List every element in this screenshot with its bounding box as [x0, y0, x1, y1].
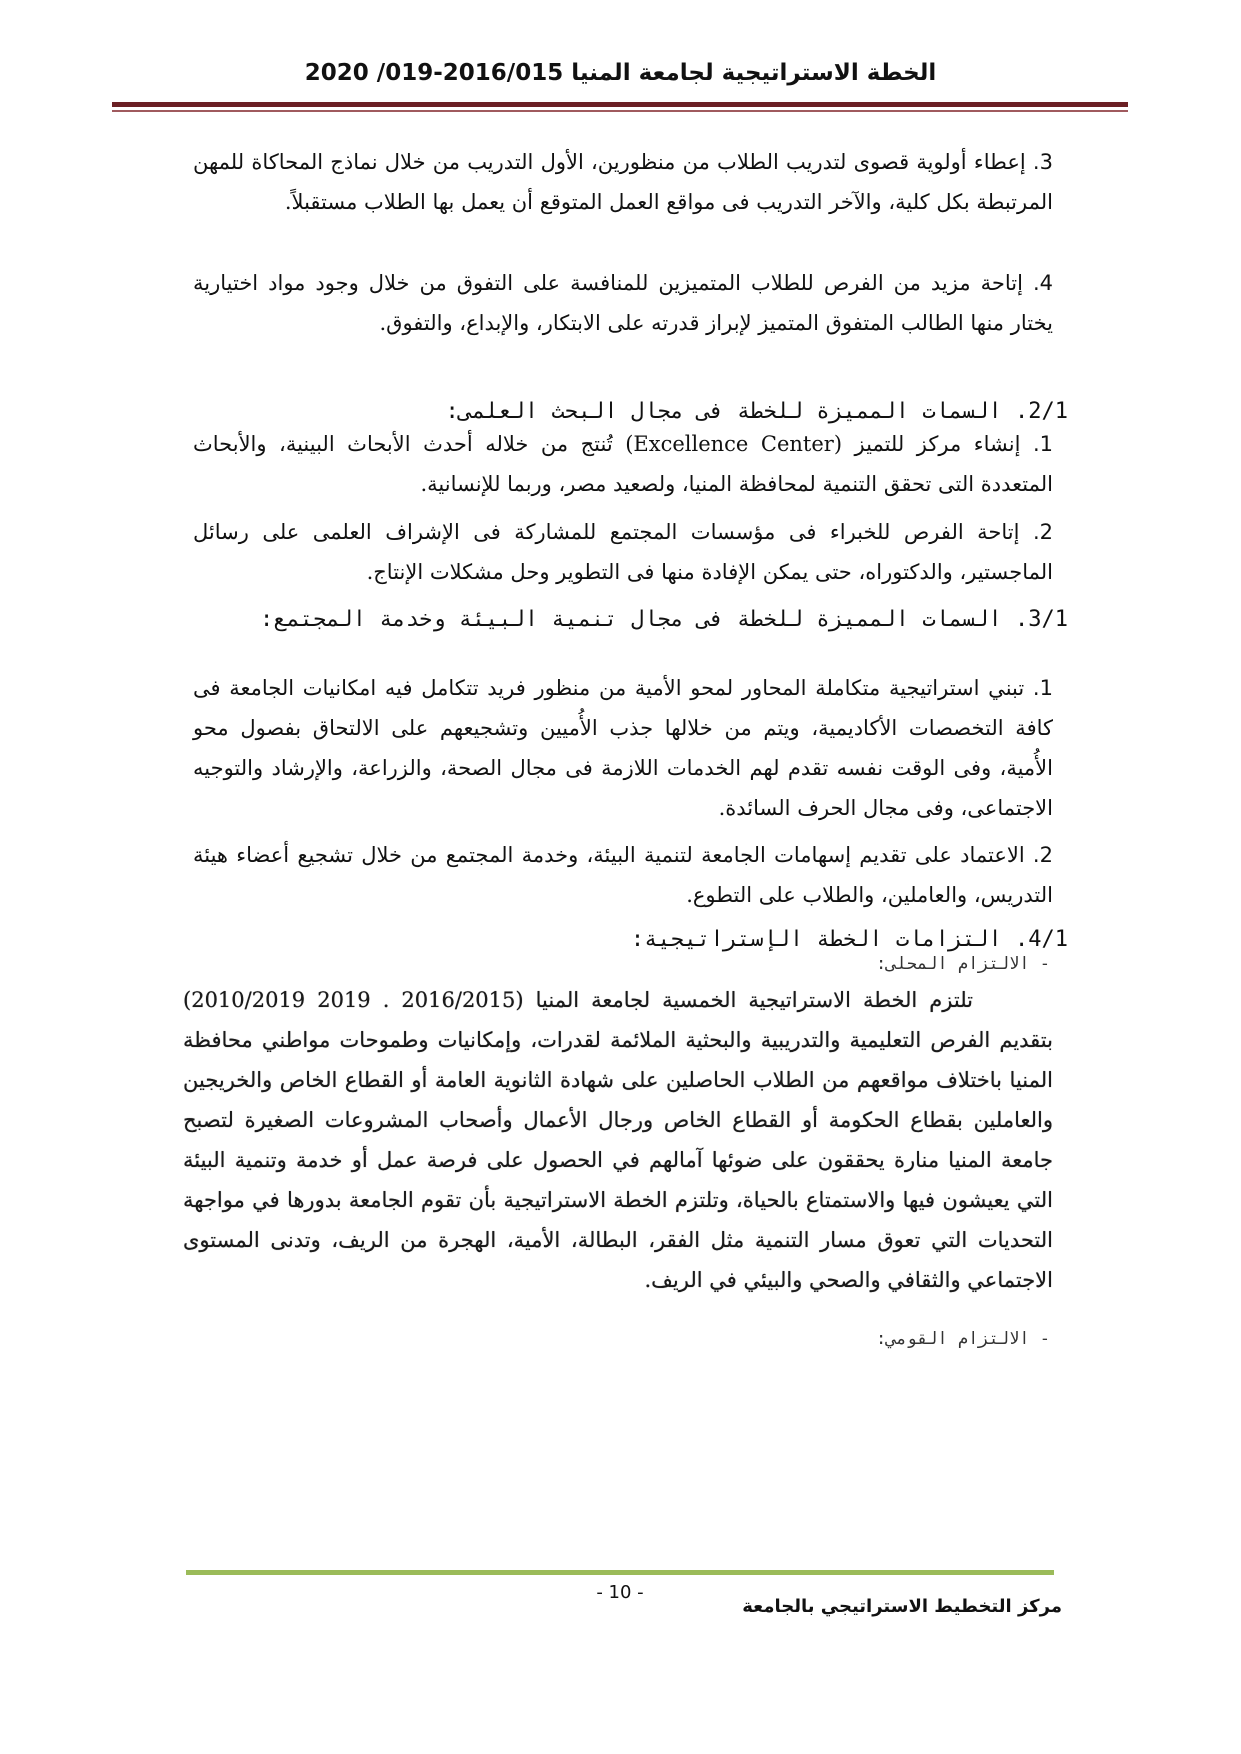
- local-commitment-paragraph: تلتزم الخطة الاستراتيجية الخمسية لجامعة المنيا (2016/2015 . 2019 2010/2019) بتقديم الفرص التعليمية والتدريبية والبحثية الملائمة لقدرات، وإمكانيات وطموحات مواطني محافظة المنيا باختلاف مواقعهم من الطلاب الحاصلين على شهادة الثانوية العامة أو القطاع الخاص والخريجين والعاملين بقطاع الحكومة أو القطاع الخاص ورجال الأعمال وأصحاب المشروعات الصغيرة لتصبح جامعة المنيا منارة يحققون على ضوئها آمالهم في الحصول على فرصة عمل أو خدمة وتنمية البيئة التي يعيشون فيها والاستمتاع بالحياة، وتلتزم الخطة الاستراتيجية بأن تقوم الجامعة بدورها في مواجهة التحديات التي تعوق مسار التنمية مثل الفقر، البطالة، الأمية، الهجرة من الريف، وتدنى المستوى الاجتماعي والثقافي والصحي والبيئي في الريف.: [183, 988, 1053, 1292]
- national-commitment-label: - الالتزام القومي:: [876, 1329, 1050, 1349]
- list-item-number: 1.: [1032, 676, 1053, 700]
- list-item-text: إتاحة مزيد من الفرص للطلاب المتميزين للمنافسة على التفوق من خلال وجود مواد اختيارية يختار منها الطالب المتفوق المتميز لإبراز قدرته على الابتكار، والإبداع، والتفوق.: [193, 271, 1053, 335]
- section-heading-research: 2/1. السمات المميزة للخطة فى مجال البحث العلمى:: [445, 399, 1068, 424]
- list-item-number: 2.: [1032, 843, 1053, 867]
- list-item: [193, 424, 1053, 504]
- list-item-text: تبني استراتيجية متكاملة المحاور لمحو الأمية من منظور فريد تتكامل فيه امكانيات الجامعة فى كافة التخصصات الأكاديمية، ويتم من خلالها جذب الأُميين وتشجيعهم على الالتحاق بفصول محو الأُمية، وفى الوقت نفسه تقدم لهم الخدمات اللازمة فى مجال الصحة، والزراعة، والإرشاد والتوجيه الاجتماعى، وفى مجال الحرف السائدة.: [193, 676, 1053, 820]
- footer-rule: [186, 1570, 1054, 1575]
- header-rule-thin: [112, 110, 1128, 112]
- list-item-number: 2.: [1032, 520, 1053, 544]
- list-item-number: 4.: [1032, 271, 1053, 295]
- list-item: [193, 263, 1053, 343]
- list-item: [193, 835, 1053, 915]
- header-rule: [112, 102, 1128, 107]
- list-item: [193, 668, 1053, 828]
- list-item-number: 1.: [1032, 432, 1054, 456]
- section-heading-community: 3/1. السمات المميزة للخطة فى مجال تنمية البيئة وخدمة المجتمع:: [260, 607, 1068, 632]
- section-heading-commitments: 4/1. التزامات الخطة الإستراتيجية:: [630, 927, 1068, 952]
- page-number: - 10 -: [596, 1582, 644, 1603]
- list-item-text: إنشاء مركز للتميز (Excellence Center) تُنتج من خلاله أحدث الأبحاث البينية، والأبحاث المتعددة التى تحقق التنمية لمحافظة المنيا، ولصعيد مصر، وربما للإنسانية.: [193, 432, 1053, 496]
- list-item-text: الاعتماد على تقديم إسهامات الجامعة لتنمية البيئة، وخدمة المجتمع من خلال تشجيع أعضاء هيئة التدريس، والعاملين، والطلاب على التطوع.: [193, 843, 1053, 907]
- list-item: [193, 512, 1053, 592]
- page-header-title: الخطة الاستراتيجية لجامعة المنيا 2016/015-019/ 2020: [304, 60, 937, 86]
- list-item-number: 3.: [1032, 150, 1053, 174]
- list-item: [193, 142, 1053, 222]
- list-item-text: إتاحة الفرص للخبراء فى مؤسسات المجتمع للمشاركة فى الإشراف العلمى على رسائل الماجستير، والدكتوراه، حتى يمكن الإفادة منها فى التطوير وحل مشكلات الإنتاج.: [193, 520, 1053, 584]
- footer-center-name: مركز التخطيط الاستراتيجي بالجامعة: [742, 1596, 1062, 1617]
- list-item-text: إعطاء أولوية قصوى لتدريب الطلاب من منظورين، الأول التدريب من خلال نماذج المحاكاة للمهن المرتبطة بكل كلية، والآخر التدريب فى مواقع العمل المتوقع أن يعمل بها الطلاب مستقبلاً.: [193, 150, 1053, 214]
- local-commitment-label: - الالتزام المحلى:: [876, 954, 1050, 974]
